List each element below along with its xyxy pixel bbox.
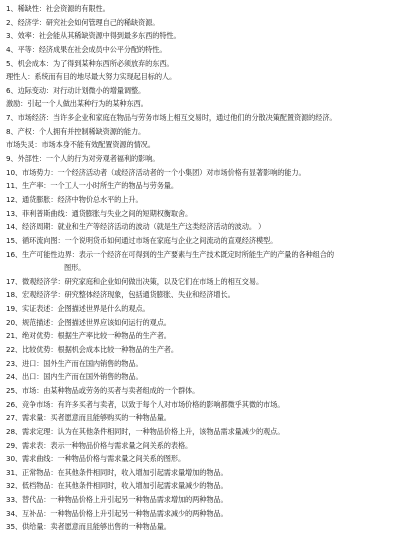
glossary-item [6,466,400,480]
glossary-item [6,288,400,302]
item-number: 28、 [6,426,23,436]
item-text: 规范描述：企图描述世界应该如何运行的观点。 [22,317,171,327]
item-number: 12、 [6,194,23,204]
glossary-item [6,261,400,275]
item-number: 20、 [6,317,23,327]
glossary-item [6,384,400,398]
glossary-item [6,357,400,371]
item-number: 13、 [6,208,23,218]
item-number: 15、 [6,235,23,245]
item-text: 比较优势：根据机会成本比较一种物品的生产者。 [22,345,178,355]
item-number: 26、 [6,399,23,409]
item-text: 图形。 [64,263,86,273]
item-number: 11、 [6,181,23,191]
glossary-item [6,193,400,207]
item-text: 外部性：一个人的行为对旁观者福利的影响。 [17,154,160,164]
glossary-item [6,84,400,98]
item-number: 33、 [6,495,23,505]
item-number: 5、 [6,58,18,68]
glossary-item [6,152,400,166]
item-text: 竞争市场：有许多买者与卖者，以致于每个人对市场价格的影响都微乎其微的市场。 [22,399,285,409]
item-number: 16、 [6,249,23,259]
glossary-item [6,207,400,221]
item-number: 17、 [6,276,23,286]
item-text: 效率：社会能从其稀缺资源中得到最多东西的特性。 [17,31,181,41]
glossary-item [6,302,400,316]
glossary-item [6,43,400,57]
item-text: 稀缺性：社会资源的有限性。 [17,4,110,13]
item-number: 3、 [6,31,18,41]
item-text: 市场势力：一个经济活动者（或经济活动者的一个小集团）对市场价格有显著影响的能力。 [22,167,306,177]
glossary-item [6,343,400,357]
glossary-item [6,179,400,193]
item-text: 平等：经济成果在社会成员中公平分配的特性。 [17,44,167,54]
item-text: 需求定理：认为在其他条件相同时，一种物品价格上升，该物品需求量减少的观点。 [22,426,285,436]
glossary-item [6,398,400,412]
item-number: 1、 [6,4,18,13]
item-number: 6、 [6,85,18,95]
glossary-item [6,166,400,180]
glossary-item [6,493,400,507]
item-number: 2、 [6,17,18,27]
item-text: 经济周期：就业和生产等经济活动的波动（就是生产这类经济活动的波动。 ） [22,222,266,232]
glossary-list [6,2,400,534]
glossary-item [6,316,400,330]
glossary-item [6,520,400,534]
item-number: 4、 [6,44,18,54]
glossary-item [6,370,400,384]
item-text: 循环流向图：一个说明货币如何通过市场在家庭与企业之间流动的直观经济模型。 [22,235,278,245]
item-number: 24、 [6,372,23,382]
item-text: 微观经济学：研究家庭和企业如何做出决策，以及它们在市场上的相互交易。 [22,276,264,286]
item-text: 理性人：系统而有目的地尽最大努力实现起目标的人。 [6,72,177,82]
item-text: 供给量：卖者愿意而且能够出售的一种物品量。 [22,522,171,532]
item-text: 宏观经济学：研究整体经济现象，包括通货膨胀、失业和经济增长。 [22,290,235,300]
item-text: 产权：个人拥有并控制稀缺资源的能力。 [17,126,146,136]
item-text: 出口：国内生产而在国外销售的物品。 [22,372,143,382]
item-number: 23、 [6,358,23,368]
item-text: 边际变动：对行动计划微小的增量调整。 [17,85,146,95]
item-text: 经济学：研究社会如何管理自己的稀缺资源。 [17,17,160,27]
glossary-item [6,479,400,493]
glossary-item [6,97,400,111]
item-number: 32、 [6,481,23,491]
glossary-item [6,57,400,71]
item-number: 19、 [6,304,23,314]
glossary-item [6,248,400,262]
item-text: 市场失灵：市场本身不能有效配置资源的情况。 [6,140,155,150]
item-number: 35、 [6,522,23,532]
item-number: 25、 [6,385,23,395]
glossary-item [6,452,400,466]
glossary-item [6,125,400,139]
item-number: 30、 [6,454,23,464]
item-number: 8、 [6,126,18,136]
item-number: 7、 [6,113,18,123]
item-text: 机会成本：为了得到某种东西所必须放弃的东西。 [17,58,174,68]
glossary-item [6,138,400,152]
item-number: 29、 [6,440,23,450]
item-text: 需求量：买者愿意而且能够购买的一种物品量。 [22,413,171,423]
item-text: 市场：由某种物品或劳务的买者与卖者组成的一个群体。 [22,385,200,395]
item-text: 需求表：表示一种物品价格与需求量之间关系的表格。 [22,440,193,450]
item-number: 31、 [6,467,23,477]
item-text: 市场经济：当许多企业和家庭在物品与劳务市场上相互交易时，通过他们的分散决策配置资源的经济。 [17,113,337,123]
item-text: 激励：引起一个人做出某种行为的某种东西。 [6,99,148,109]
glossary-item [6,2,400,16]
item-text: 生产率：一个工人一小时所生产的物品与劳务量。 [22,181,178,191]
item-text: 进口：国外生产而在国内销售的物品。 [22,358,143,368]
glossary-item [6,507,400,521]
item-text: 低档物品：在其他条件相同时，收入增加引起需求量减少的物品。 [22,481,228,491]
item-number: 14、 [6,222,23,232]
item-text: 替代品：一种物品价格上升引起另一种物品需求增加的两种物品。 [22,495,228,505]
item-text: 正常物品：在其他条件相同时，收入增加引起需求量增加的物品。 [22,467,228,477]
item-text: 互补品：一种物品价格上升引起另一种物品需求减少的两种物品。 [22,508,228,518]
glossary-item [6,70,400,84]
item-number: 18、 [6,290,23,300]
glossary-item [6,234,400,248]
item-text: 实证表述：企图描述世界是什么的观点。 [22,304,150,314]
item-text: 绝对优势：根据生产率比较一种物品的生产者。 [22,331,171,341]
glossary-item [6,16,400,30]
item-number: 9、 [6,154,18,164]
item-number: 10、 [6,167,23,177]
item-number: 21、 [6,331,23,341]
glossary-item [6,411,400,425]
glossary-item [6,220,400,234]
item-number: 34、 [6,508,23,518]
glossary-item [6,329,400,343]
item-text: 通货膨胀：经济中物价总水平的上升。 [22,194,143,204]
item-text: 菲利普斯曲线：通货膨胀与失业之间的短期权衡取舍。 [22,208,193,218]
glossary-item [6,111,400,125]
glossary-item [6,275,400,289]
item-text: 需求曲线：一种物品价格与需求量之间关系的图形。 [22,454,186,464]
item-number: 27、 [6,413,23,423]
glossary-item [6,425,400,439]
item-text: 生产可能性边界：表示一个经济在可得到的生产要素与生产技术既定时所能生产的产量的各种组合的 [22,249,334,259]
item-number: 22、 [6,345,23,355]
glossary-item [6,29,400,43]
glossary-item [6,439,400,453]
